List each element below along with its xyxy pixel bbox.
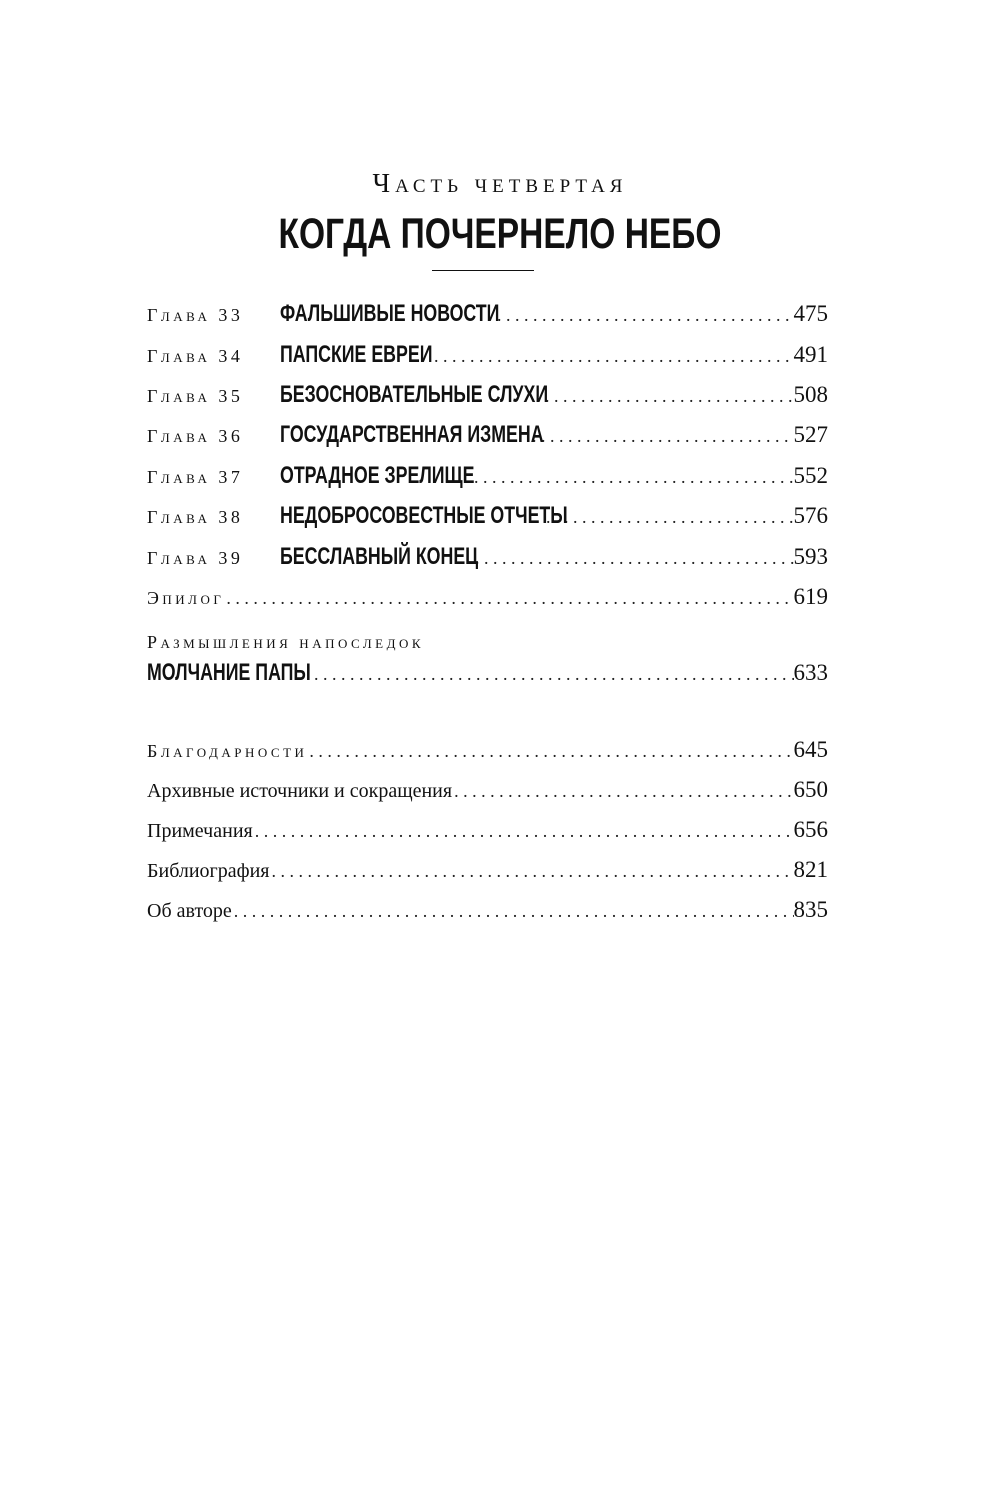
leader-dots [432,346,794,367]
toc-entry-bibliography[interactable] [147,857,828,887]
page-number: 527 [793,422,828,447]
chapter-title: ФАЛЬШИВЫЕ НОВОСТИ [280,300,500,327]
notes-label: Примечания [147,820,253,842]
leader-dots [312,664,794,685]
bibliography-label: Библиография [147,860,270,882]
page-number: 491 [793,342,828,367]
chapter-label: Глава 36 [147,426,244,446]
page-number: 650 [793,777,828,802]
chapter-title: ГОСУДАРСТВЕННАЯ ИЗМЕНА [280,421,544,448]
leader-dots [534,386,794,407]
chapter-label: Глава 35 [147,386,244,406]
chapter-title: НЕДОБРОСОВЕСТНЫЕ ОТЧЕТЫ [280,502,568,529]
chapter-label: Глава 37 [147,467,244,487]
page-number: 552 [793,463,828,488]
toc-entry-acknowledgements[interactable] [147,737,828,767]
reflection-label: Размышления напоследок [147,632,425,652]
leader-dots [232,901,794,922]
toc-entry-about-author[interactable] [147,897,828,927]
chapter-label: Глава 33 [147,305,244,325]
page-number: 593 [793,544,828,569]
part-title: КОГДА ПОЧЕРНЕЛО НЕБО [278,210,722,258]
leader-dots [307,741,793,762]
page-number: 835 [793,897,828,922]
page-number: 508 [793,382,828,407]
page-number: 656 [793,817,828,842]
leader-dots [253,821,794,842]
reflection-title: МОЛЧАНИЕ ПАПЫ [147,659,311,686]
leader-dots [224,588,793,609]
acknowledgements-label: Благодарности [147,741,308,761]
leader-dots [473,548,794,569]
chapter-title: ОТРАДНОЕ ЗРЕЛИЩЕ [280,462,475,489]
toc-entry-notes[interactable] [147,817,828,847]
epilogue-label: Эпилог [147,588,225,608]
page-number: 821 [793,857,828,882]
toc-entry-chapter-39[interactable] [147,543,828,573]
leader-dots [452,781,793,802]
toc-entry-chapter-36[interactable] [147,421,828,451]
leader-dots [463,467,794,488]
chapter-title: БЕССЛАВНЫЙ КОНЕЦ [280,543,479,570]
page-number: 576 [793,503,828,528]
chapter-label: Глава 39 [147,548,244,568]
chapter-label: Глава 34 [147,346,244,366]
chapter-title: БЕЗОСНОВАТЕЛЬНЫЕ СЛУХИ [280,381,549,408]
leader-dots [530,426,794,447]
leader-dots [495,305,794,326]
page-number: 633 [793,660,828,685]
leader-dots [544,507,794,528]
page-number: 645 [793,737,828,762]
toc-entry-reflection[interactable] [147,659,828,689]
title-divider [432,270,534,271]
toc-entry-epilogue[interactable] [147,584,828,614]
toc-entry-chapter-35[interactable] [147,381,828,411]
archives-label: Архивные источники и сокращения [147,780,453,802]
part-label: Часть четвертая [372,168,628,198]
toc-entry-chapter-33[interactable] [147,300,828,330]
toc-entry-chapter-34[interactable] [147,341,828,371]
page-number: 475 [793,301,828,326]
toc-entry-archives[interactable] [147,777,828,807]
page-number: 619 [793,584,828,609]
chapter-title: ПАПСКИЕ ЕВРЕИ [280,341,433,368]
toc-entry-chapter-38[interactable] [147,502,828,532]
chapter-label: Глава 38 [147,507,244,527]
toc-entry-chapter-37[interactable] [147,462,828,492]
about-author-label: Об авторе [147,900,232,922]
leader-dots [270,861,794,882]
